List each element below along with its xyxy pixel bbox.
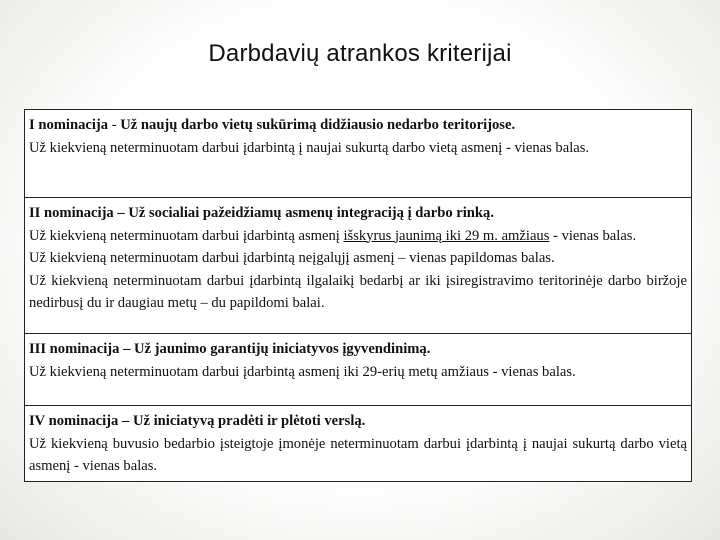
slide-title: Darbdavių atrankos kriterijai — [208, 40, 512, 67]
nomination-label: III nominacija — [29, 341, 120, 357]
nomination-box-1 — [24, 109, 692, 198]
criterion-text: Už kiekvieną buvusio bedarbio įsteigtoje įmonėje neterminuotam darbui įdarbintą į naujai sukurtą darbo vietą asmenį - vienas balas. — [29, 435, 687, 474]
nomination-heading — [29, 410, 687, 433]
nomination-name: Už iniciatyvą pradėti ir plėtoti verslą. — [132, 413, 366, 429]
criterion-text-part: Už kiekvieną neterminuotam darbui įdarbintą asmenį — [29, 227, 344, 244]
nomination-label: I nominacija — [29, 117, 109, 133]
nomination-name: Už jaunimo garantijų iniciatyvos įgyvendinimą. — [134, 341, 431, 357]
underlined-exception: išskyrus jaunimą iki 29 m. amžiaus — [343, 227, 550, 244]
nomination-box-4 — [24, 405, 692, 482]
nomination-heading — [29, 114, 687, 137]
nomination-heading — [29, 202, 687, 225]
criterion-text: Už kiekvieną neterminuotam darbui įdarbintą neįgalųjį asmenį – vienas papildomas balas. — [29, 250, 555, 266]
criterion-text: Už kiekvieną neterminuotam darbui įdarbintą asmenį iki 29-erių metų amžiaus - vienas balas. — [29, 363, 576, 380]
criterion-text: Už kiekvieną neterminuotam darbui įdarbintą į naujai sukurtą darbo vietą asmenį - vienas balas. — [29, 139, 590, 156]
nomination-box-3 — [24, 333, 692, 406]
criterion-text — [29, 225, 687, 248]
nomination-heading — [29, 338, 687, 361]
nomination-separator: – — [119, 341, 135, 357]
criterion-text: Už kiekvieną neterminuotam darbui įdarbintą ilgalaikį bedarbį ar iki įsiregistravimo teritorinėje darbo biržoje nedirbusį du ir daugiau metų – du papildomi balai. — [29, 272, 687, 311]
nomination-label: IV nominacija — [29, 413, 119, 429]
nomination-box-2 — [24, 197, 692, 334]
nomination-name: Už socialiai pažeidžiamų asmenų integraciją į darbo rinką. — [128, 205, 494, 221]
criterion-text-part: - vienas balas. — [549, 227, 637, 244]
nomination-separator: – — [118, 413, 133, 429]
nomination-separator: – — [113, 205, 129, 221]
nomination-name: Už naujų darbo vietų sukūrimą didžiausio nedarbo teritorijose. — [120, 117, 516, 133]
nomination-label: II nominacija — [29, 205, 114, 221]
nomination-separator: - — [108, 117, 121, 133]
